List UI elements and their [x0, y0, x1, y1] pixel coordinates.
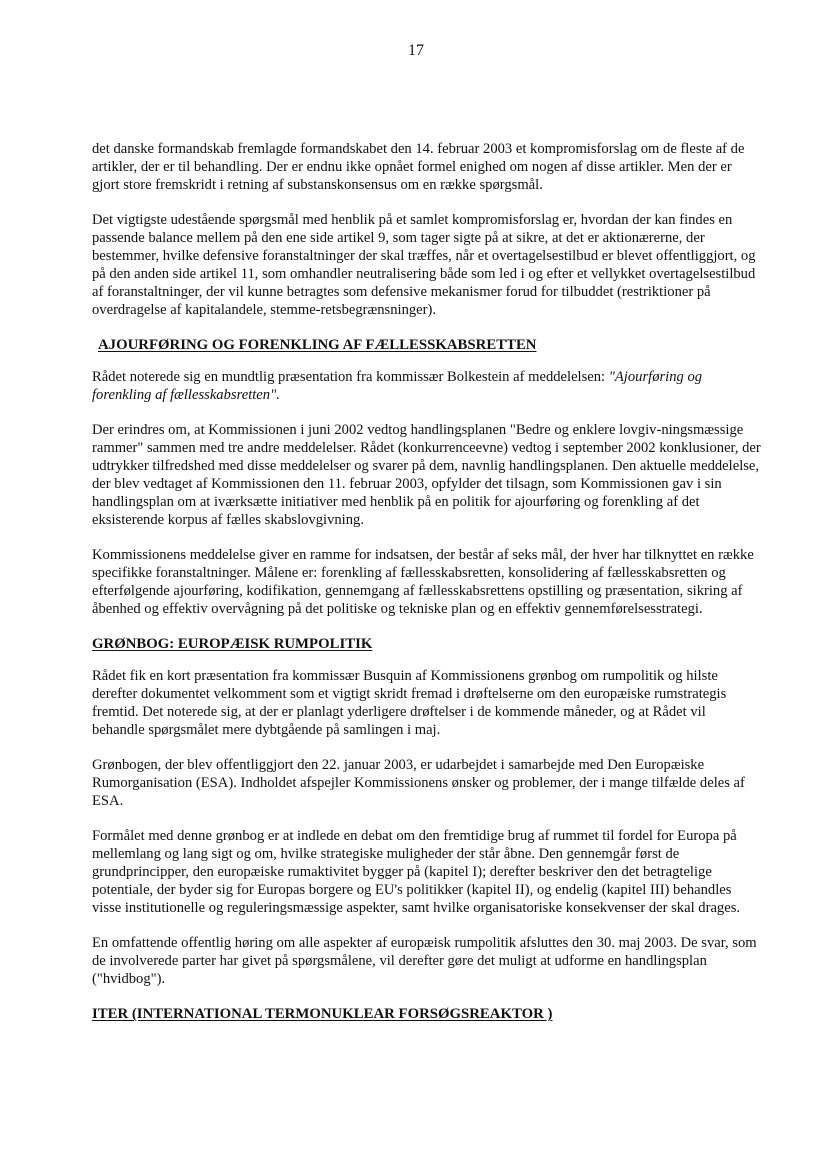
section-heading-iter: ITER (INTERNATIONAL TERMONUKLEAR FORSØGSREAKTOR ) [92, 1006, 553, 1022]
paragraph-1: det danske formandskab fremlagde formandskabet den 14. februar 2003 et kompromisforslag om de fleste af de artikler, der er til behandling. Der er endnu ikke opnået formel enighed om nogen af disse artikler. Men der er gjort store fremskridt i retning af substanskonsensus om en række spørgsmål. [92, 141, 745, 193]
section-heading-ajourforing: AJOURFØRING OG FORENKLING AF FÆLLESSKABSRETTEN [98, 337, 537, 353]
paragraph-5: Kommissionens meddelelse giver en ramme for indsatsen, der består af seks mål, der hver har tilknyttet en række specifikke foranstaltninger. Målene er: forenkling af fællesskabsretten, konsolidering af fællesskabsretten og efterfølgende ajourføring, kodifikation, gennemgang af fællesskabsrettens opstilling og præsentation, sikring af åbenhed og effektiv overvågning på det politiske og tekniske plan og en effektiv gennemførelsesstrategi. [92, 547, 754, 617]
paragraph-7: Grønbogen, der blev offentliggjort den 22. januar 2003, er udarbejdet i samarbejde med Den Europæiske Rumorganisation (ESA). Indholdet afspejler Kommissionens ønsker og problemer, der i mange tilfælde deles af ESA. [92, 757, 745, 809]
document-body [92, 140, 762, 1037]
paragraph-3-italic-title: "Ajourføring og forenkling af fællesskabsretten". [92, 369, 703, 403]
paragraph-3-text: Rådet noterede sig en mundtlig præsentation fra kommissær Bolkestein af meddelelsen: [92, 369, 609, 385]
section-heading-gronbog: GRØNBOG: EUROPÆISK RUMPOLITIK [92, 636, 373, 652]
paragraph-8: Formålet med denne grønbog er at indlede en debat om den fremtidige brug af rummet til fordel for Europa på mellemlang og lang sigt og om, hvilke strategiske muligheder der står åbne. Den gennemgår først de grundprincipper, den europæiske rumaktivitet bygger på (kapitel I); derefter beskriver den det betragtelige potentiale, der byder sig for Europas borgere og EU's politikker (kapitel II), og endelig (kapitel III) behandles visse institutionelle og reguleringsmæssige aspekter, samt hvilke organisatoriske konsekvenser der skal drages. [92, 828, 741, 916]
paragraph-9: En omfattende offentlig høring om alle aspekter af europæisk rumpolitik afsluttes den 30. maj 2003. De svar, som de involverede parter har givet på spørgsmålene, vil derefter gøre det muligt at udforme en handlingsplan ("hvidbog"). [92, 935, 757, 987]
paragraph-6: Rådet fik en kort præsentation fra kommissær Busquin af Kommissionens grønbog om rumpolitik og hilste derefter dokumentet velkomment som et vigtigt skridt fremad i drøftelserne om den europæiske rumstrategis fremtid. Det noterede sig, at der er planlagt yderligere drøftelser i de kommende måneder, og at Rådet vil behandle spørgsmålet mere dybtgående på samlingen i maj. [92, 668, 727, 738]
paragraph-3 [92, 368, 762, 404]
paragraph-2: Det vigtigste udestående spørgsmål med henblik på et samlet kompromisforslag er, hvordan der kan findes en passende balance mellem på den ene side artikel 9, som tager sigte på at sikre, at det er aktionærerne, der bestemmer, hvilke defensive foranstaltninger der skal træffes, når et overtagelsestilbud er blevet offentliggjort, og på den anden side artikel 11, som omhandler neutralisering både som led i og efter et vellykket overtagelsestilbud af foranstaltninger, der vil kunne betragtes som defensive mekanismer forud for tilbuddet (restriktioner på overdragelse af kapitalandele, stemme-retsbegrænsninger). [92, 212, 756, 318]
page-number: 17 [408, 42, 424, 59]
paragraph-4: Der erindres om, at Kommissionen i juni 2002 vedtog handlingsplanen "Bedre og enklere lovgiv-ningsmæssige rammer" sammen med tre andre meddelelser. Rådet (konkurrenceevne) vedtog i september 2002 konklusioner, der udtrykker tilfredshed med disse meddelelser og svarer på dem, navnlig handlingsplanen. Den aktuelle meddelelse, der blev vedtaget af Kommissionen den 11. februar 2003, opfylder det tilsagn, som Kommissionen gav i sin handlingsplan om at iværksætte initiativer med henblik på en politik for ajourføring og forenkling af det eksisterende korpus af fælles skabslovgivning. [92, 422, 761, 528]
